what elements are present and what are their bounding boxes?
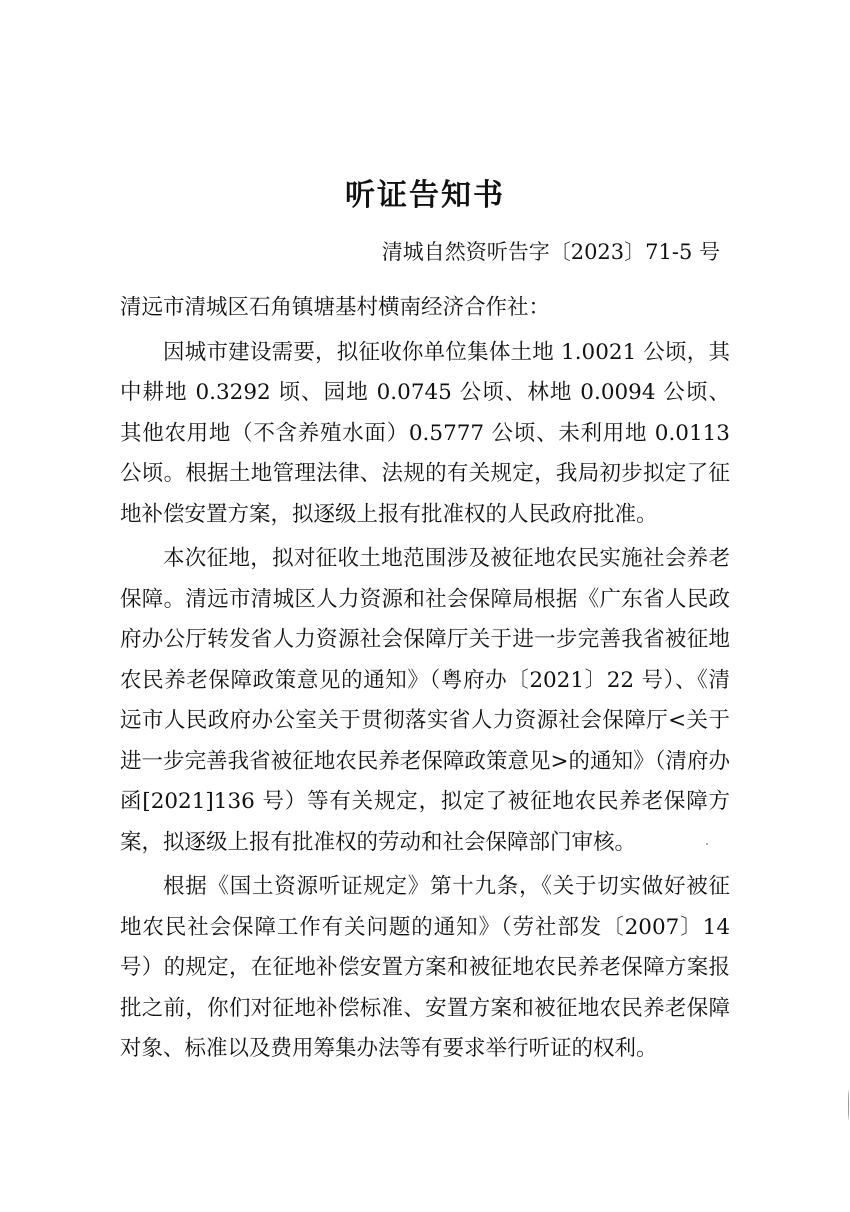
document-title: 听证告知书: [345, 178, 505, 213]
paragraph-2: 本次征地，拟对征收土地范围涉及被征地农民实施社会养老保障。清远市清城区人力资源和社会保障局根据《广东省人民政府办公厅转发省人力资源社会保障厅关于进一步完善我省被征地农民养老保障政策意见的通知》（粤府办〔2021〕22 号）、《清远市人民政府办公室关于贯彻落实省人力资源社会保障厅<关于进一步完善我省被征地农民养老保障政策意见>的通知》（清府办函[2021]136 号）等有关规定，拟定了被征地农民养老保障方案，拟逐级上报有批准权的劳动和社会保障部门审核。: [120, 546, 730, 855]
document-number: 清城自然资听告字〔2023〕71-5 号: [381, 240, 720, 264]
document-body: [120, 288, 730, 1070]
addressee: 清远市清城区石角镇塘基村横南经济合作社：: [120, 295, 551, 320]
scan-edge-mark: [848, 1090, 849, 1120]
paragraph-1: 因城市建设需要，拟征收你单位集体土地 1.0021 公顷，其中耕地 0.3292 顷、园地 0.0745 公顷、林地 0.0094 公顷、其他农用地（不含养殖水面）0.5777 公顷、未利用地 0.0113 公顷。根据土地管理法律、法规的有关规定，我局初步拟定了征地补偿安置方案，拟逐级上报有批准权的人民政府批准。: [120, 339, 730, 527]
scan-speck: [706, 843, 708, 845]
paragraph-3: 根据《国土资源听证规定》第十九条，《关于切实做好被征地农民社会保障工作有关问题的通知》（劳社部发〔2007〕14 号）的规定，在征地补偿安置方案和被征地农民养老保障方案报批之前，你们对征地补偿标准、安置方案和被征地农民养老保障对象、标准以及费用筹集办法等有要求举行听证的权利。: [120, 874, 730, 1061]
